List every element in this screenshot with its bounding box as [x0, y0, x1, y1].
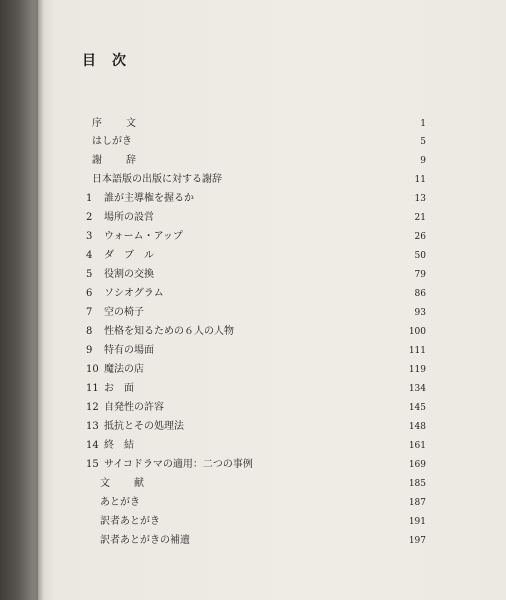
toc-entry: [86, 437, 426, 455]
toc-entry: [86, 494, 426, 512]
toc-entry-page: 111: [408, 346, 426, 356]
toc-entry-page: 161: [408, 441, 426, 451]
toc-entry-page: 187: [408, 498, 426, 508]
toc-entry: [86, 418, 426, 436]
toc-entry-page: 79: [414, 270, 426, 280]
toc-heading-char-1: 目: [82, 53, 98, 69]
toc-entry: [86, 209, 426, 227]
toc-entry-title: お 面: [104, 383, 134, 394]
toc-entry-page: 134: [408, 384, 426, 394]
toc-entry-number: 10: [86, 364, 99, 375]
toc-entry: [86, 228, 426, 246]
toc-entry-number: 4: [86, 250, 93, 261]
toc-entry-number: 9: [86, 345, 93, 356]
toc-entry-number: 12: [86, 402, 99, 413]
toc-entry-title: 文 献: [100, 478, 151, 489]
toc-entry-page: 1: [420, 119, 426, 129]
toc-entry: [86, 532, 426, 550]
toc-entry-title: 自発性の許容: [104, 402, 164, 413]
toc-entry-title: 性格を知るための６人の人物: [104, 326, 234, 337]
toc-entry-number: 7: [86, 307, 93, 318]
toc-entry-title: ダ ブ ル: [104, 250, 154, 261]
toc-entry-title: サイコドラマの適用：二つの事例: [104, 459, 253, 470]
toc-entry-number: 1: [86, 193, 93, 204]
toc-entry: [86, 304, 426, 322]
toc-entry-page: 93: [414, 308, 426, 318]
toc-entry-number: 3: [86, 231, 93, 242]
toc-entry: [86, 152, 426, 170]
toc-entry-page: 5: [420, 137, 426, 147]
toc-entry-number: 2: [86, 212, 93, 223]
toc-entry-title: 訳者あとがき: [100, 516, 160, 527]
toc-entry-number: 5: [86, 269, 93, 280]
toc-entry-page: 197: [408, 536, 426, 546]
toc-entry: [86, 171, 426, 189]
toc-entry-page: 86: [414, 289, 426, 299]
toc-entry-title: ウォーム・アップ: [104, 231, 183, 242]
toc-entry-title: 場所の設営: [104, 212, 154, 223]
toc-entry-title: 誰が主導権を握るか: [104, 193, 194, 204]
toc-entry-title: 序 文: [92, 118, 143, 129]
toc-entry-number: 14: [86, 440, 99, 451]
toc-entry-page: 13: [414, 194, 426, 204]
toc-entry-page: 11: [414, 175, 426, 185]
toc-entry: [86, 342, 426, 360]
toc-entry: [86, 266, 426, 284]
toc-entry-number: 15: [86, 459, 99, 470]
toc-entry: [86, 513, 426, 531]
toc-entry: [86, 456, 426, 474]
toc-entry-title: 空の椅子: [104, 307, 144, 318]
toc-entry-page: 169: [408, 460, 426, 470]
toc-entry-title: 日本語版の出版に対する謝辞: [92, 174, 222, 185]
toc-entry-title: 役割の交換: [104, 269, 154, 280]
toc-entry: [86, 361, 426, 379]
toc-entry-title: 終 結: [104, 440, 134, 451]
toc-entry-title: 魔法の店: [104, 364, 144, 375]
toc-entry: [86, 115, 426, 133]
toc-entry-title: はしがき: [92, 136, 132, 147]
toc-entry-number: 13: [86, 421, 99, 432]
toc-entry: [86, 380, 426, 398]
toc-entry-page: 100: [408, 327, 426, 337]
toc-entry: [86, 475, 426, 493]
toc-entry-title: 謝 辞: [92, 155, 143, 166]
toc-entry: [86, 285, 426, 303]
toc-entry-page: 50: [414, 251, 426, 261]
page-gutter-shadow: [0, 0, 44, 600]
toc-entry-page: 145: [408, 403, 426, 413]
toc-heading-char-2: 次: [112, 53, 128, 69]
toc-entry-page: 119: [408, 365, 426, 375]
toc-entry-number: 11: [86, 383, 99, 394]
toc-entry: [86, 190, 426, 208]
toc-entry-title: ソシオグラム: [104, 288, 164, 299]
toc-entry: [86, 323, 426, 341]
toc-entry-page: 21: [414, 213, 426, 223]
toc-entry: [86, 133, 426, 151]
toc-entry-page: 26: [414, 232, 426, 242]
toc-entry-page: 9: [420, 156, 426, 166]
toc-entry-title: 訳者あとがきの補遺: [100, 535, 190, 546]
toc-entry-title: あとがき: [100, 497, 140, 508]
toc-entry-page: 191: [408, 517, 426, 527]
toc-entry-number: 6: [86, 288, 93, 299]
toc-entry-title: 抵抗とその処理法: [104, 421, 184, 432]
toc-entry-page: 148: [408, 422, 426, 432]
toc-entry: [86, 399, 426, 417]
toc-heading: [82, 50, 128, 70]
toc-entry-title: 特有の場面: [104, 345, 154, 356]
toc-entry-number: 8: [86, 326, 93, 337]
toc-entry-page: 185: [408, 479, 426, 489]
toc-entry: [86, 247, 426, 265]
